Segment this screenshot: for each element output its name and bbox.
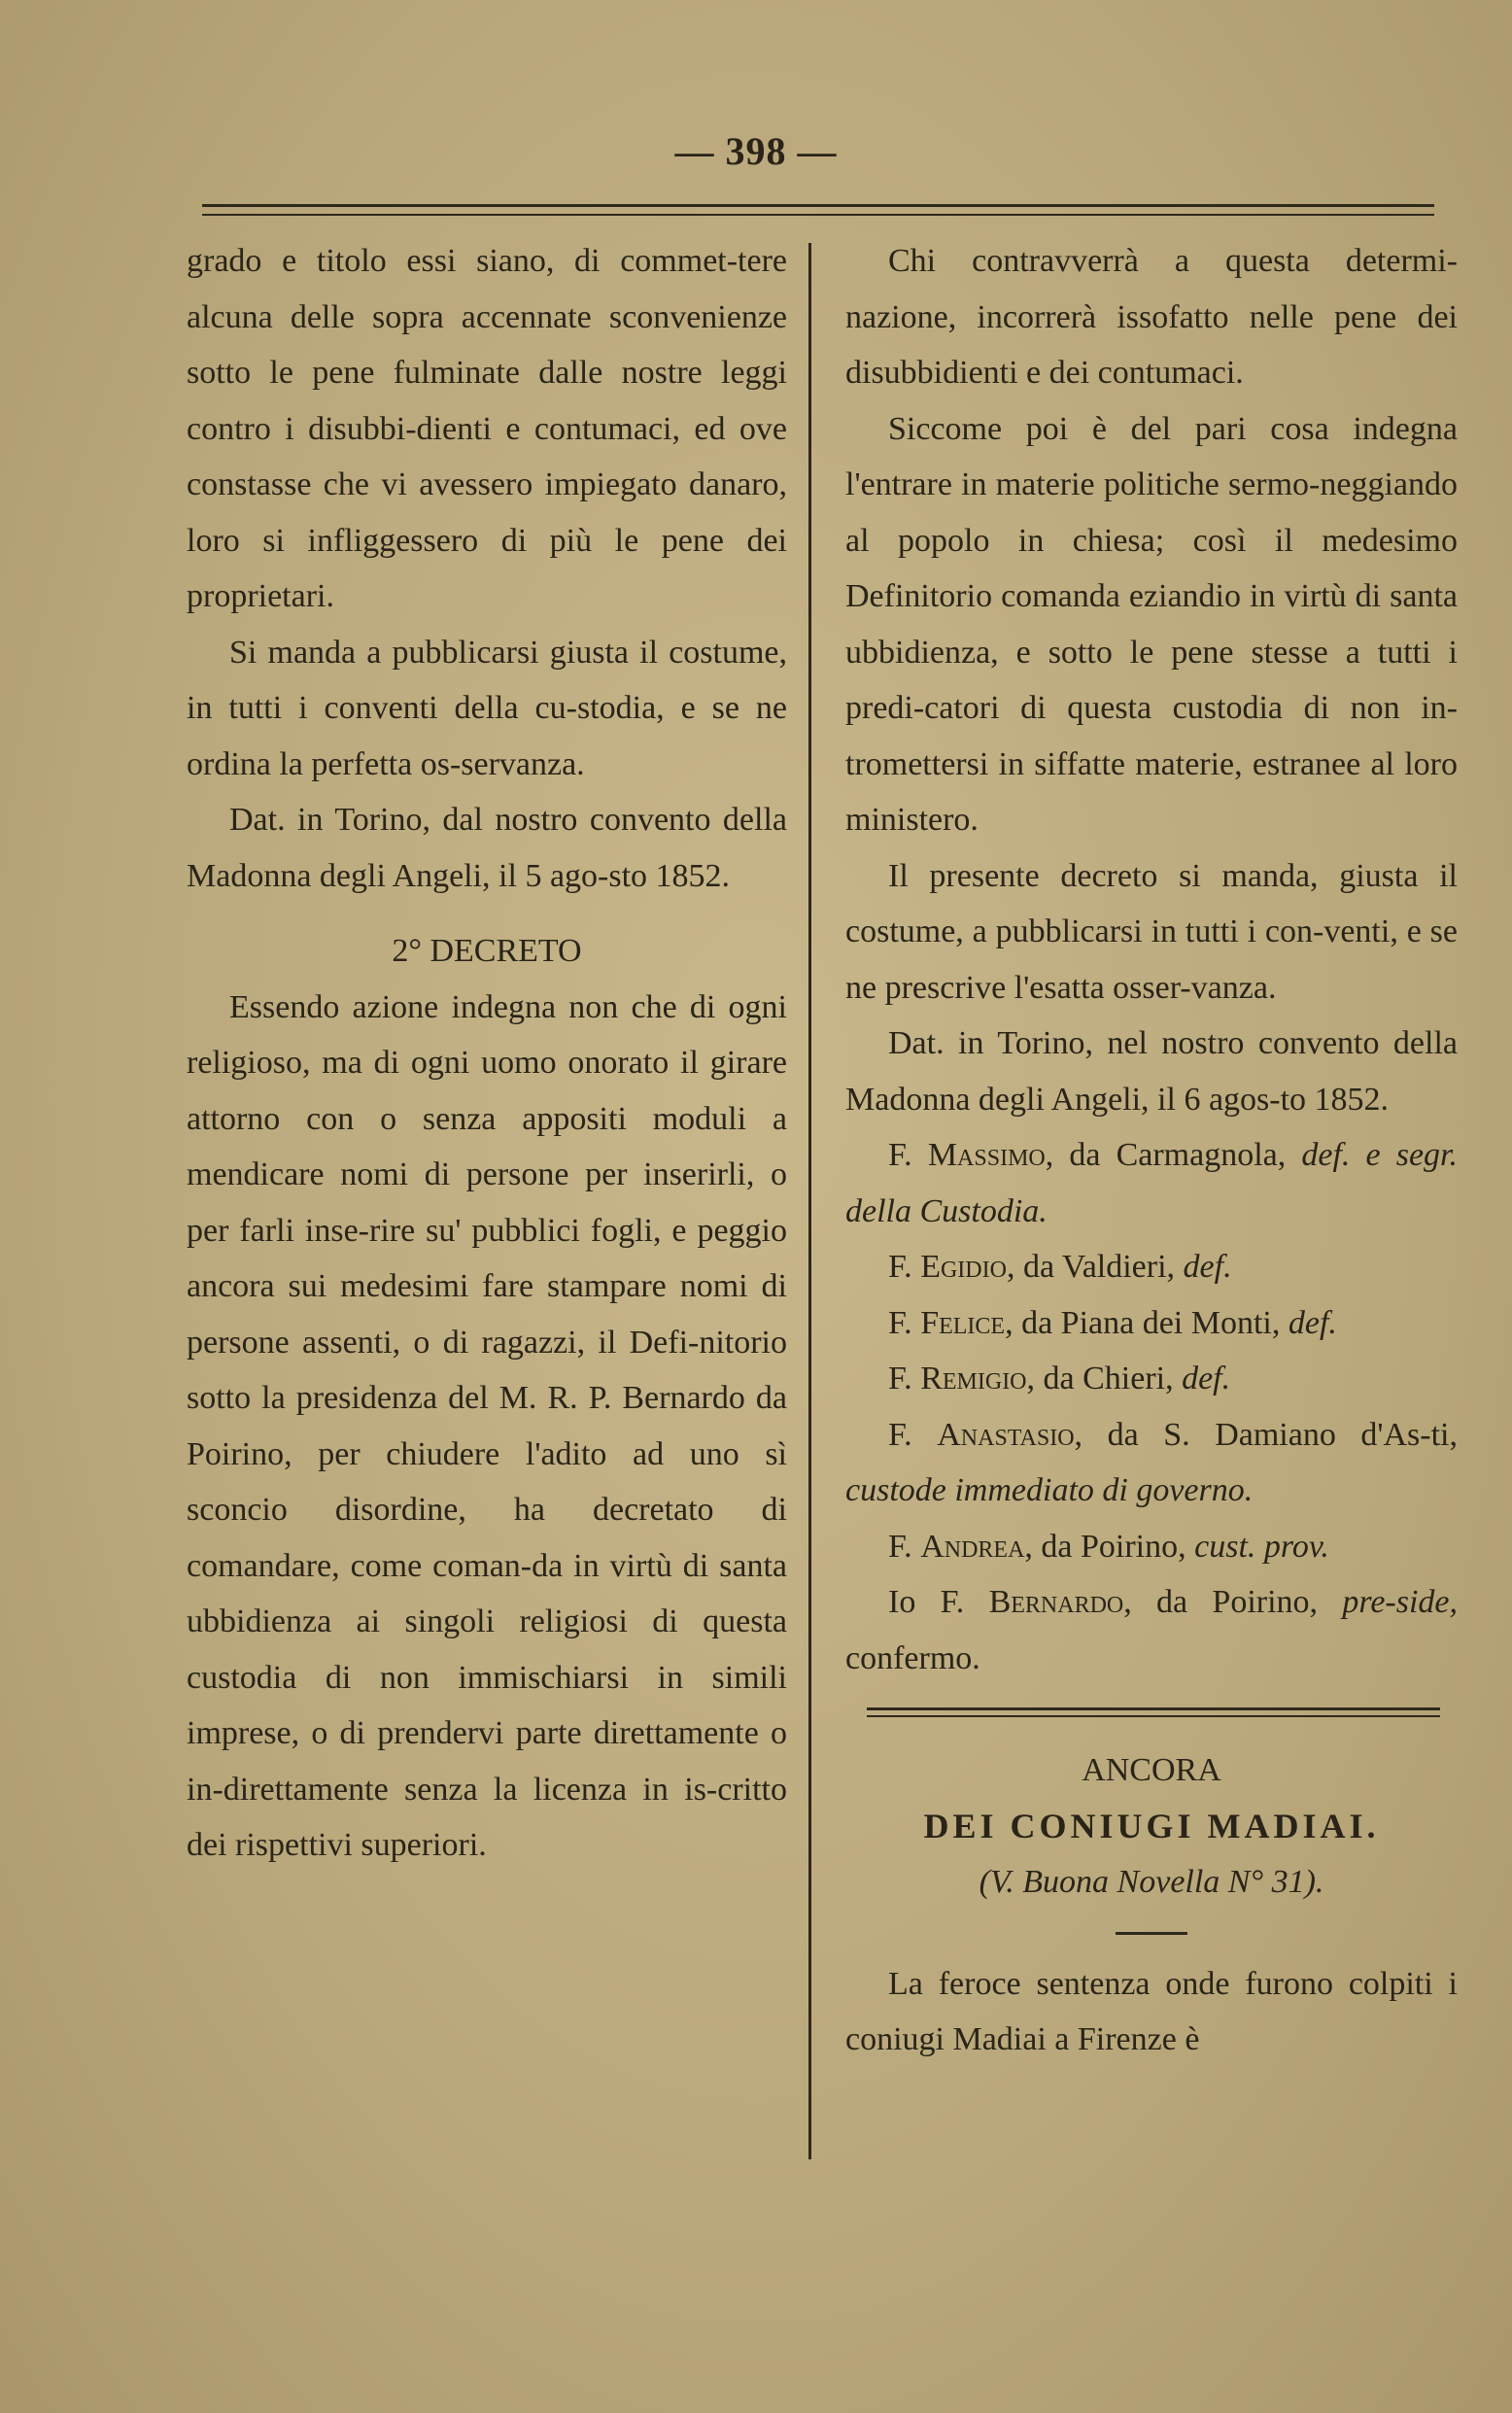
signature-line: F. Andrea, da Poirino, cust. prov.	[888, 1528, 1329, 1565]
signature-line: F. Massimo, da Carmagnola, def. e segr. della Custodia.	[845, 1137, 1459, 1229]
left-paragraph-1: grado e titolo essi siano, di commet-tere alcuna delle sopra accennate sconvenienze sotto le pene fulminate dalle nostre leggi contro i disubbi-dienti e contumaci, ed ove constasse che vi avessero impiegato danaro, loro si infliggessero di più le pene dei proprietari.	[187, 243, 787, 614]
signature-line: F. Remigio, da Chieri, def.	[888, 1361, 1231, 1396]
signature-line: F. Anastasio, da S. Damiano d'As-ti, custode immediato di governo.	[845, 1416, 1458, 1508]
right-paragraph-2: Siccome poi è del pari cosa indegna l'entrare in materie politiche sermo-neggiando al popolo in chiesa; così il medesimo Definitorio comanda eziandio in virtù di santa ubbidienza, e sotto le pene stesse a tutti i predi-catori di questa custodia di non in-tromettersi in siffatte materie, estranee al loro ministero.	[845, 410, 1458, 838]
page-number: — 398 —	[674, 129, 838, 173]
right-column	[845, 233, 1458, 2068]
section-title-ancora: ANCORA	[1082, 1752, 1221, 1788]
signature-list	[845, 1127, 1458, 1686]
section-rule	[867, 1707, 1440, 1717]
left-paragraph-2: Si manda a pubblicarsi giusta il costume, in tutti i conventi della cu-stodia, e se ne ordina la perfetta os-servanza.	[187, 634, 787, 782]
section-title-madiai: DEI CONIUGI MADIAI.	[923, 1806, 1380, 1845]
left-paragraph-4: Essendo azione indegna non che di ogni religioso, ma di ogni uomo onorato il girare attorno con o senza appositi moduli a mendicare nomi di persone per inserirli, o per farli inse-rire su' pubblici fogli, e peggio ancora sui medesimi fare stampare nomi di persone assenti, o di ragazzi, il Defi-nitorio sotto la presidenza del M. R. P. Bernardo da Poirino, per chiudere l'adito ad uno sì sconcio disordine, ha decretato di comandare, come coman-da in virtù di santa ubbidienza ai singoli religiosi di questa custodia di non immischiarsi in simili imprese, o di prendervi parte direttamente o in-direttamente senza la licenza in is-critto dei rispettivi superiori.	[187, 988, 787, 1863]
right-paragraph-3: Il presente decreto si manda, giusta il costume, a pubblicarsi in tutti i con-venti, e se ne prescrive l'esatta osser-vanza.	[845, 857, 1458, 1006]
signature-line: F. Felice, da Piana dei Monti, def.	[888, 1304, 1337, 1341]
right-paragraph-5: La feroce sentenza onde furono colpiti i coniugi Madiai a Firenze è	[845, 1965, 1458, 2057]
short-divider	[1116, 1932, 1187, 1935]
right-paragraph-1: Chi contravverrà a questa determi-nazione, incorrerà issofatto nelle pene dei disubbidienti e dei contumaci.	[845, 243, 1458, 391]
section-reference: (V. Buona Novella N° 31).	[979, 1864, 1324, 1900]
signature-line: F. Egidio, da Valdieri, def.	[888, 1249, 1232, 1285]
left-paragraph-3: Dat. in Torino, dal nostro convento della Madonna degli Angeli, il 5 ago-sto 1852.	[187, 802, 787, 894]
decree-heading: 2° DECRETO	[392, 933, 582, 969]
signature-line: Io F. Bernardo, da Poirino, pre-side, confermo.	[845, 1584, 1458, 1676]
right-paragraph-4: Dat. in Torino, nel nostro convento della Madonna degli Angeli, il 6 agos-to 1852.	[845, 1025, 1458, 1118]
left-column	[187, 233, 787, 1874]
header-rule	[202, 204, 1434, 216]
column-divider	[808, 243, 811, 2159]
